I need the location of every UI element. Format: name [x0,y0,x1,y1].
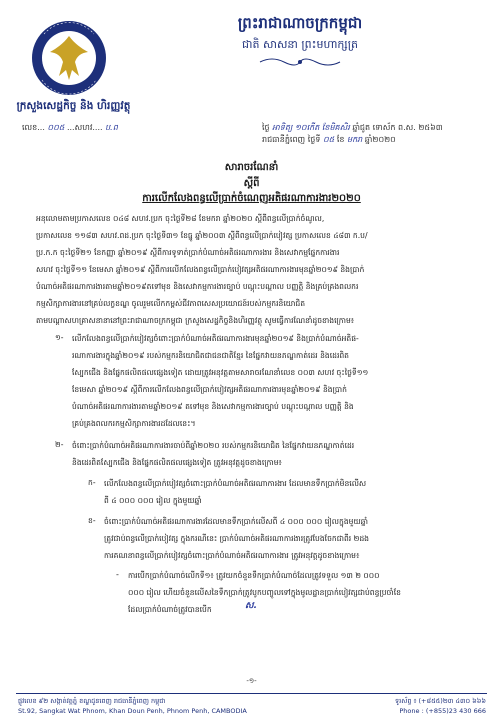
solar-date-suffix: ឆ្នាំ២០២០ [364,135,396,144]
intro-line: តាមបណ្តាសហគ្រាសនានានៅព្រះរាជាណាចក្រកម្ពុជា ក្រសួងសេដ្ឋកិច្ចនិងហិរញ្ញវត្ថុ សូមធ្វើការណែនាំដូចខាងក្រោម៖ [36,316,355,325]
bullet-line: ០០០ រៀល ហើយចំនួនលើសនៃទឹកប្រាក់ត្រូវបូកបញ្ចូលទៅក្នុងមូលដ្ឋានប្រាក់បៀវត្សជាប់ពន្ធប្រចាំខែ [128,588,401,597]
doc-no-label: លេខ... [22,123,45,132]
footer-phone-km: ទូរស័ព្ទ ៖ (+៨៥៥)២៣ ៤៣០ ៦៦៦ [395,697,486,705]
document-type-title: សារាចរណែនាំ [224,162,279,173]
item-line: ស្បែកជើង និងផ្នែកផលិតផលផ្សេងទៀត ដោយត្រូវអនុវត្តតាមសារាចរណែនាំលេខ ០០៣ សហវ ចុះថ្ងៃទី១១ [72,368,369,377]
footer-divider [16,693,487,694]
intro-line: កម្មសិក្សាការងារនៅគ្រប់លក្ខខណ្ឌ ចូលរួមលើកកម្ពស់ជីវភាពសេសប្រយោជន៍របស់កម្មករនិយោជិត [36,299,306,308]
intro-line: បំណាច់អតិផរណាការងារតាមឆ្នាំ២០១៩តទៅមុខ និងសេវាកម្មការងារច្បាប់ បណ្តុះបណ្តាល បញ្ញត្តិ និងគ្រប់គ្រងពលករ [36,282,359,291]
footer-phone-en: Phone : (+855)23 430 666 [399,707,486,715]
bullet-line: ដែលប្រាក់បំណាច់ត្រូវបានបើក [128,605,212,614]
ornament-flourish-icon [258,55,342,69]
subitem-line: ការគណនាពន្ធលើប្រាក់បៀវត្សចំពោះប្រាក់បំណាច់អតិផរណាការងារ ត្រូវអនុវត្តដូចខាងក្រោម៖ [104,551,360,560]
intro-line: អនុលោមតាមប្រកាសលេខ ០៤៨ សហវ.ប្រក ចុះថ្ងៃទី២៨ ខែមករា ឆ្នាំ២០២០ ស្តីពីពន្ធលើប្រាក់ចំណូល, [36,214,325,223]
kingdom-heading: ព្រះរាជាណាចក្រកម្ពុជា [237,14,363,32]
solar-date-prefix: រាជធានីភ្នំពេញ ថ្ងៃទី [262,135,321,144]
subitem-line: ចំពោះប្រាក់បំណាច់អតិផរណាការងារដែលមានទឹកប្រាក់លើសពី ៤ ០០០ ០០០ រៀលក្នុងមួយឆ្នាំ [104,517,368,526]
intro-line: ប្រ.ក.ក ចុះថ្ងៃទី២១ ខែកញ្ញា ឆ្នាំ២០១៩ ស្តីពីការទូទាត់ប្រាក់បំណាច់អតិផរណាការងារ និងសេវាកម្មផ្នែកការងារ [36,248,340,257]
ministry-name: ក្រសួងសេដ្ឋកិច្ច និង ហិរញ្ញវត្ថុ [16,100,131,112]
lunar-date [262,122,443,134]
doc-no-value: ០០៥ [47,123,65,132]
solar-date-day: ០៥ [322,135,335,144]
footer-address-km: ផ្លូវលេខ ៩២ សង្កាត់វត្តភ្នំ ខណ្ឌដូនពេញ រាជធានីភ្នំពេញ កម្ពុជា [18,697,166,705]
bullet-dash-icon: - [116,570,119,579]
lunar-date-suffix: ឆ្នាំជូត ទោស័ក ព.ស. ២៥៦៣ [352,123,443,132]
subitem-number: ក- [88,478,96,487]
national-motto: ជាតិ សាសនា ព្រះមហាក្សត្រ [242,38,358,51]
subitem-number: ខ- [88,516,96,525]
document-number [22,122,118,134]
intro-line: សហវ ចុះថ្ងៃទី១១ ខែមេសា ឆ្នាំ២០១៩ ស្តីពីការលើកលែងពន្ធលើប្រាក់បៀវត្សអតិផរណាការងារមុនឆ្នាំ២០១៩ និងប្រាក់ [36,265,365,274]
bullet-line: ការបើកប្រាក់បំណាច់លើកទី១៖ ត្រូវយកចំនួនទឹកប្រាក់បំណាច់ដែលត្រូវទទួល ១៣ ២ ០០០ [128,571,380,580]
item-line: ខែមេសា ឆ្នាំ២០១៩ ស្តីពីការលើកលែងពន្ធលើប្រាក់បៀវត្សអតិផរណាការងារមុនឆ្នាំ២០១៩ និងប្រាក់ [72,385,347,394]
solar-date-month: មករា [347,135,363,144]
item-line: លើកលែងពន្ធលើប្រាក់បៀវត្សចំពោះប្រាក់បំណាច់អតិផរណាការងារមុនឆ្នាំ២០១៩ និងប្រាក់បំណាច់អតិផ- [72,334,359,343]
item-number: ១- [55,333,64,342]
doc-no-suffix: ...សហវ.... [66,123,103,132]
subject-title: ការលើកលែងពន្ធលើប្រាក់ចំណេញអតិផរណាការងារ២០២០ [142,193,361,204]
item-number: ២- [55,440,64,449]
handwritten-initial: ស. [245,601,257,611]
solar-date [262,134,396,146]
item-line: និងដេរពិតស្បែកជើង និងផ្នែកផលិតផលផ្សេងទៀត ត្រូវអនុវត្តដូចខាងក្រោម៖ [72,458,282,467]
subitem-line: ត្រូវជាប់ពន្ធលើប្រាក់បៀវត្ស ក្នុងករណីនេះ ប្រាក់បំណាច់អតិផរណាការងារត្រូវបែងចែកជាពីរ ២ដង [104,534,369,543]
ministry-logo-icon [30,18,108,102]
doc-no-suffix-hand: ប.ព [105,123,118,132]
item-line: គ្រប់គ្រងពលករកម្មសិក្សាការងារដដែលនេះ។ [72,419,196,428]
item-line: រណាការងារក្នុងឆ្នាំ២០១៩ របស់កម្មករនិយោជិតជាជនជាតិខ្មែរ នៃផ្នែកវាយនភណ្ឌកាត់ដេរ និងដេរពិត [72,351,349,360]
lunar-date-hand: អាទិត្យ ១០កើត ខែមិគសិរ [272,123,350,132]
intro-line: ប្រកាសលេខ ១១៨៣ សហវ.ពដ.ប្រក ចុះថ្ងៃទី៣១ ខែធ្នូ ឆ្នាំ២០០៣ ស្តីពីពន្ធលើប្រាក់បៀវត្ស ប្រកាសលេខ ៤៨៣ ក.ប/ [36,231,368,240]
subitem-line: ពី ៤ ០០០ ០០០ រៀល ក្នុងមួយឆ្នាំ [104,496,202,505]
page-number: -១- [246,677,257,685]
item-line: ចំពោះប្រាក់បំណាច់អតិផរណាការងារចាប់ពីឆ្នាំ២០២០ របស់កម្មករនិយោជិត នៃផ្នែកវាយនភណ្ឌកាត់ដេរ [72,441,355,450]
subitem-line: លើកលែងពន្ធលើប្រាក់បៀវត្សចំពោះប្រាក់បំណាច់អតិផរណាការងារ ដែលមានទឹកប្រាក់មិនលើស [104,479,367,488]
subject-label: ស្តីពី [243,178,260,189]
item-line: បំណាច់អតិផរណាការងារតាមឆ្នាំ២០១៩ តទៅមុខ និងសេវាកម្មការងារច្បាប់ បណ្តុះបណ្តាល បញ្ញត្តិ និង [72,402,354,411]
lunar-date-prefix: ថ្ងៃ [262,123,270,132]
footer-address-en: St.92, Sangkat Wat Phnom, Khan Doun Penh, Phnom Penh, CAMBODIA [18,707,247,715]
solar-date-mid: ខែ [336,135,345,144]
